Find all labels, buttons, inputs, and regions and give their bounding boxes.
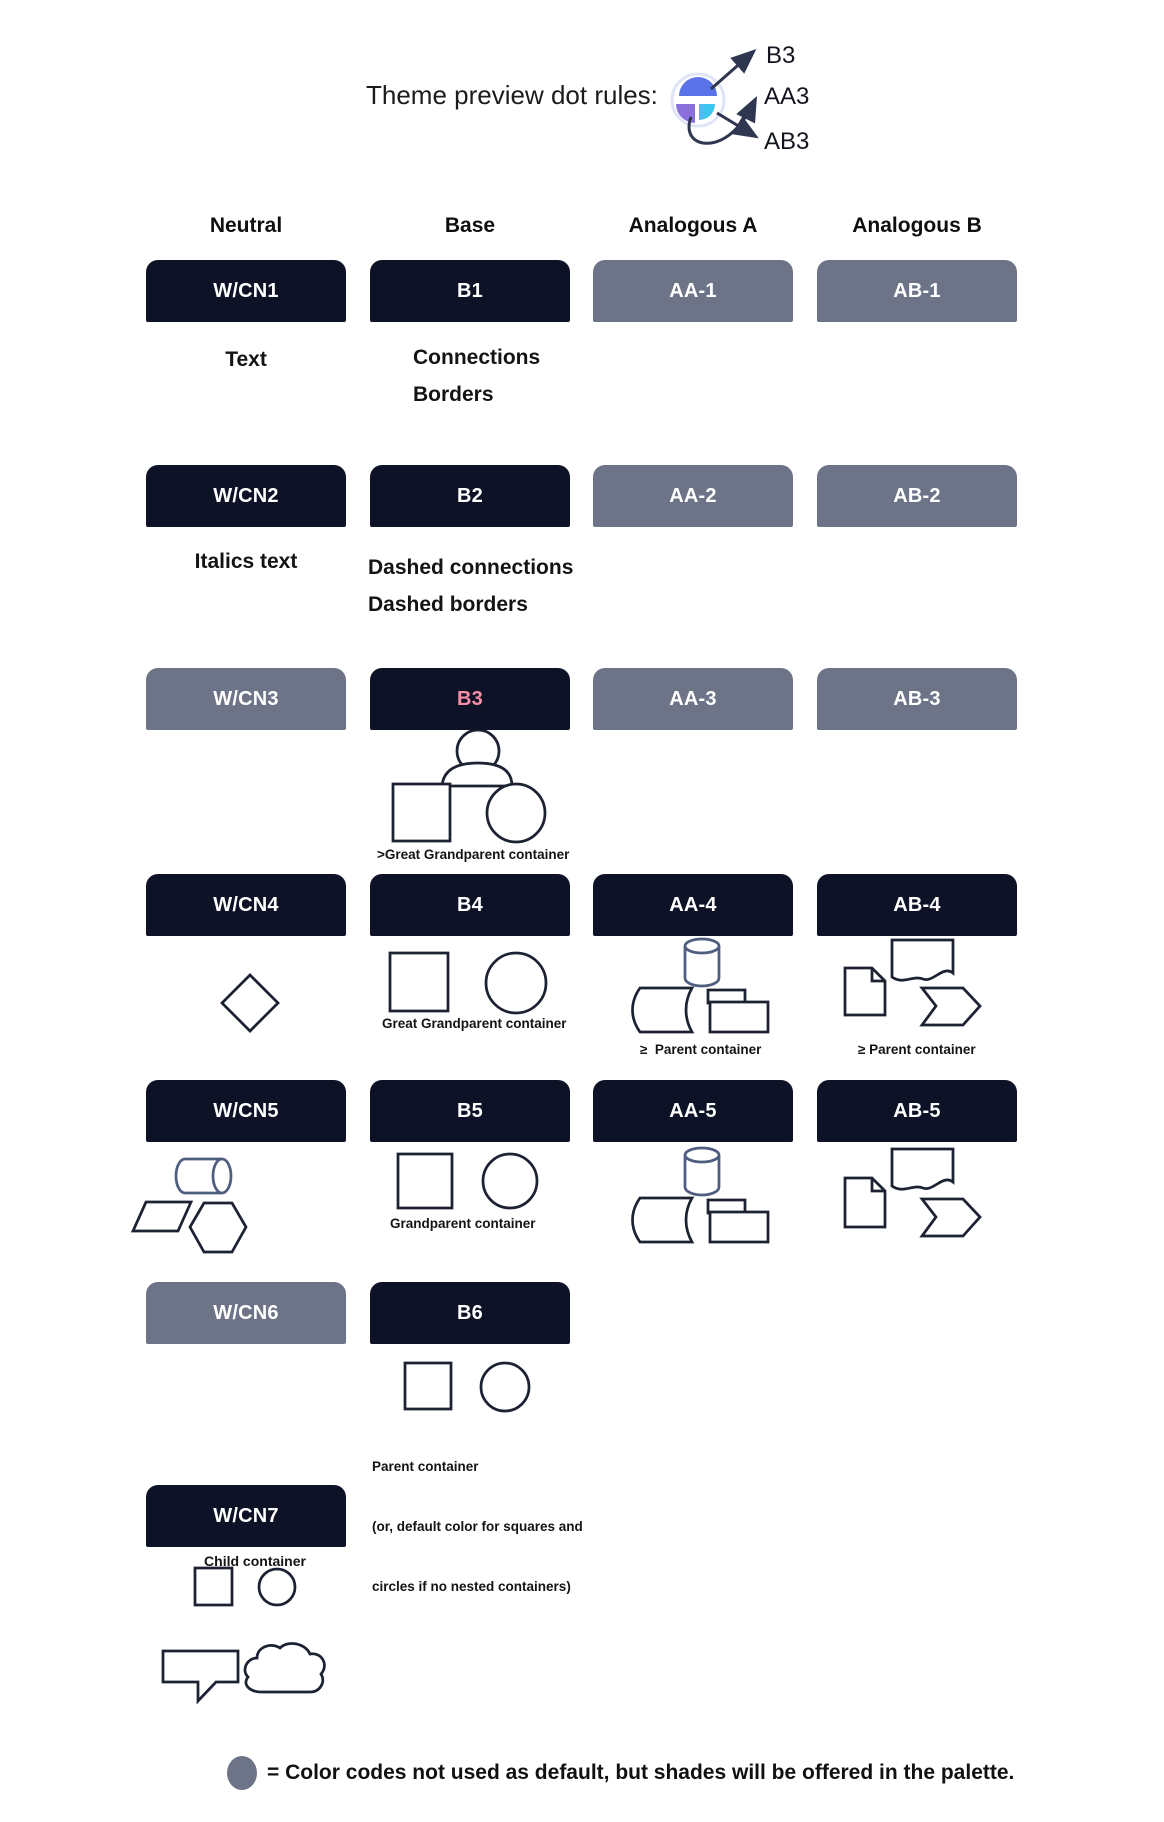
ab5-shapes (845, 1149, 980, 1236)
swatch-wcn5: W/CN5 (146, 1080, 346, 1142)
horizontal-cylinder-icon (176, 1159, 231, 1193)
note-dashed (368, 549, 573, 623)
swatch-ab3: AB-3 (817, 668, 1017, 730)
chevron-icon (922, 988, 980, 1025)
wcn5-shapes (133, 1159, 246, 1252)
page-title: Theme preview dot rules: (366, 80, 658, 110)
speech-bubble-icon (163, 1651, 238, 1701)
document-icon (845, 1178, 885, 1227)
chevron-icon (922, 1199, 980, 1236)
swatch-wcn4: W/CN4 (146, 874, 346, 936)
swatch-aa2: AA-2 (593, 465, 793, 527)
swatch-wcn2: W/CN2 (146, 465, 346, 527)
aa4-shapes (633, 939, 769, 1032)
circle-icon (486, 953, 546, 1013)
hexagon-icon (190, 1203, 246, 1252)
note-grandparent: Grandparent container (390, 1216, 536, 1231)
wcn7-shapes (163, 1568, 324, 1701)
parallelogram-icon (133, 1202, 191, 1231)
square-icon (390, 953, 448, 1011)
circle-icon (481, 1363, 529, 1411)
note-parent-line3: circles if no nested containers) (372, 1579, 571, 1594)
legend-dot-icon (227, 1756, 257, 1790)
column-header-neutral: Neutral (209, 214, 283, 237)
b6-shapes (405, 1363, 529, 1411)
column-header-base: Base (444, 214, 496, 237)
note-child-container: Child container (204, 1553, 306, 1569)
square-icon (393, 784, 450, 841)
circle-icon (487, 784, 545, 842)
swatch-wcn1: W/CN1 (146, 260, 346, 322)
note-parent-line2: (or, default color for squares and (372, 1519, 583, 1534)
note-great-grandparent: Great Grandparent container (382, 1016, 567, 1031)
note-ge-parent-b: ≥ Parent container (858, 1042, 976, 1057)
dot-target-b3: B3 (766, 42, 796, 69)
square-icon (195, 1568, 232, 1605)
swatch-ab5: AB-5 (817, 1080, 1017, 1142)
wavy-document-icon (892, 1149, 953, 1189)
stored-data-icon (633, 988, 693, 1032)
cylinder-icon (685, 1148, 719, 1195)
note-ge-parent-a: ≥ Parent container (640, 1042, 762, 1057)
cloud-icon (245, 1643, 324, 1692)
note-text: Text (225, 348, 267, 371)
person-body-icon (442, 763, 512, 786)
square-icon (405, 1363, 451, 1409)
folder-icon (708, 990, 768, 1032)
theme-dot-icon (672, 74, 724, 126)
swatch-aa4: AA-4 (593, 874, 793, 936)
wavy-document-icon (892, 940, 953, 980)
swatch-ab1: AB-1 (817, 260, 1017, 322)
swatch-b5: B5 (370, 1080, 570, 1142)
arrow-to-ab3 (717, 113, 755, 136)
b3-shapes (393, 730, 545, 842)
note-italics-text: Italics text (194, 550, 298, 573)
swatch-b6: B6 (370, 1282, 570, 1344)
swatch-wcn6: W/CN6 (146, 1282, 346, 1344)
column-header-analogous-a: Analogous A (628, 214, 758, 237)
swatch-wcn3: W/CN3 (146, 668, 346, 730)
aa5-shapes (633, 1148, 769, 1242)
circle-icon (259, 1569, 295, 1605)
swatch-b3: B3 (370, 668, 570, 730)
note-parent (372, 1417, 583, 1637)
swatch-b4: B4 (370, 874, 570, 936)
b5-shapes (398, 1154, 537, 1208)
swatch-b1: B1 (370, 260, 570, 322)
dot-target-aa3: AA3 (764, 83, 810, 110)
swatch-wcn7: W/CN7 (146, 1485, 346, 1547)
legend-text: = Color codes not used as default, but shades will be offered in the palette. (267, 1761, 1015, 1784)
b4-shapes (390, 953, 546, 1013)
note-borders: Borders (413, 383, 494, 406)
square-icon (398, 1154, 452, 1208)
note-dashed-connections: Dashed connections (368, 556, 574, 579)
swatch-aa1: AA-1 (593, 260, 793, 322)
swatch-ab2: AB-2 (817, 465, 1017, 527)
cylinder-icon (685, 939, 719, 986)
note-connections-borders (413, 339, 540, 413)
swatch-aa3: AA-3 (593, 668, 793, 730)
folder-icon (708, 1200, 768, 1242)
note-dashed-borders: Dashed borders (368, 593, 528, 616)
column-header-analogous-b: Analogous B (852, 214, 982, 237)
swatch-aa5: AA-5 (593, 1080, 793, 1142)
diamond-icon (222, 975, 278, 1031)
swatch-b2: B2 (370, 465, 570, 527)
document-icon (845, 968, 885, 1015)
swatch-ab4: AB-4 (817, 874, 1017, 936)
circle-icon (483, 1154, 537, 1208)
note-connections: Connections (413, 346, 541, 369)
note-parent-line1: Parent container (372, 1459, 479, 1474)
arrow-to-b3 (711, 52, 753, 89)
note-gt-great-grandparent: >Great Grandparent container (377, 847, 570, 862)
dot-target-ab3: AB3 (764, 128, 810, 155)
stored-data-icon (633, 1198, 693, 1242)
ab4-shapes (845, 940, 980, 1025)
